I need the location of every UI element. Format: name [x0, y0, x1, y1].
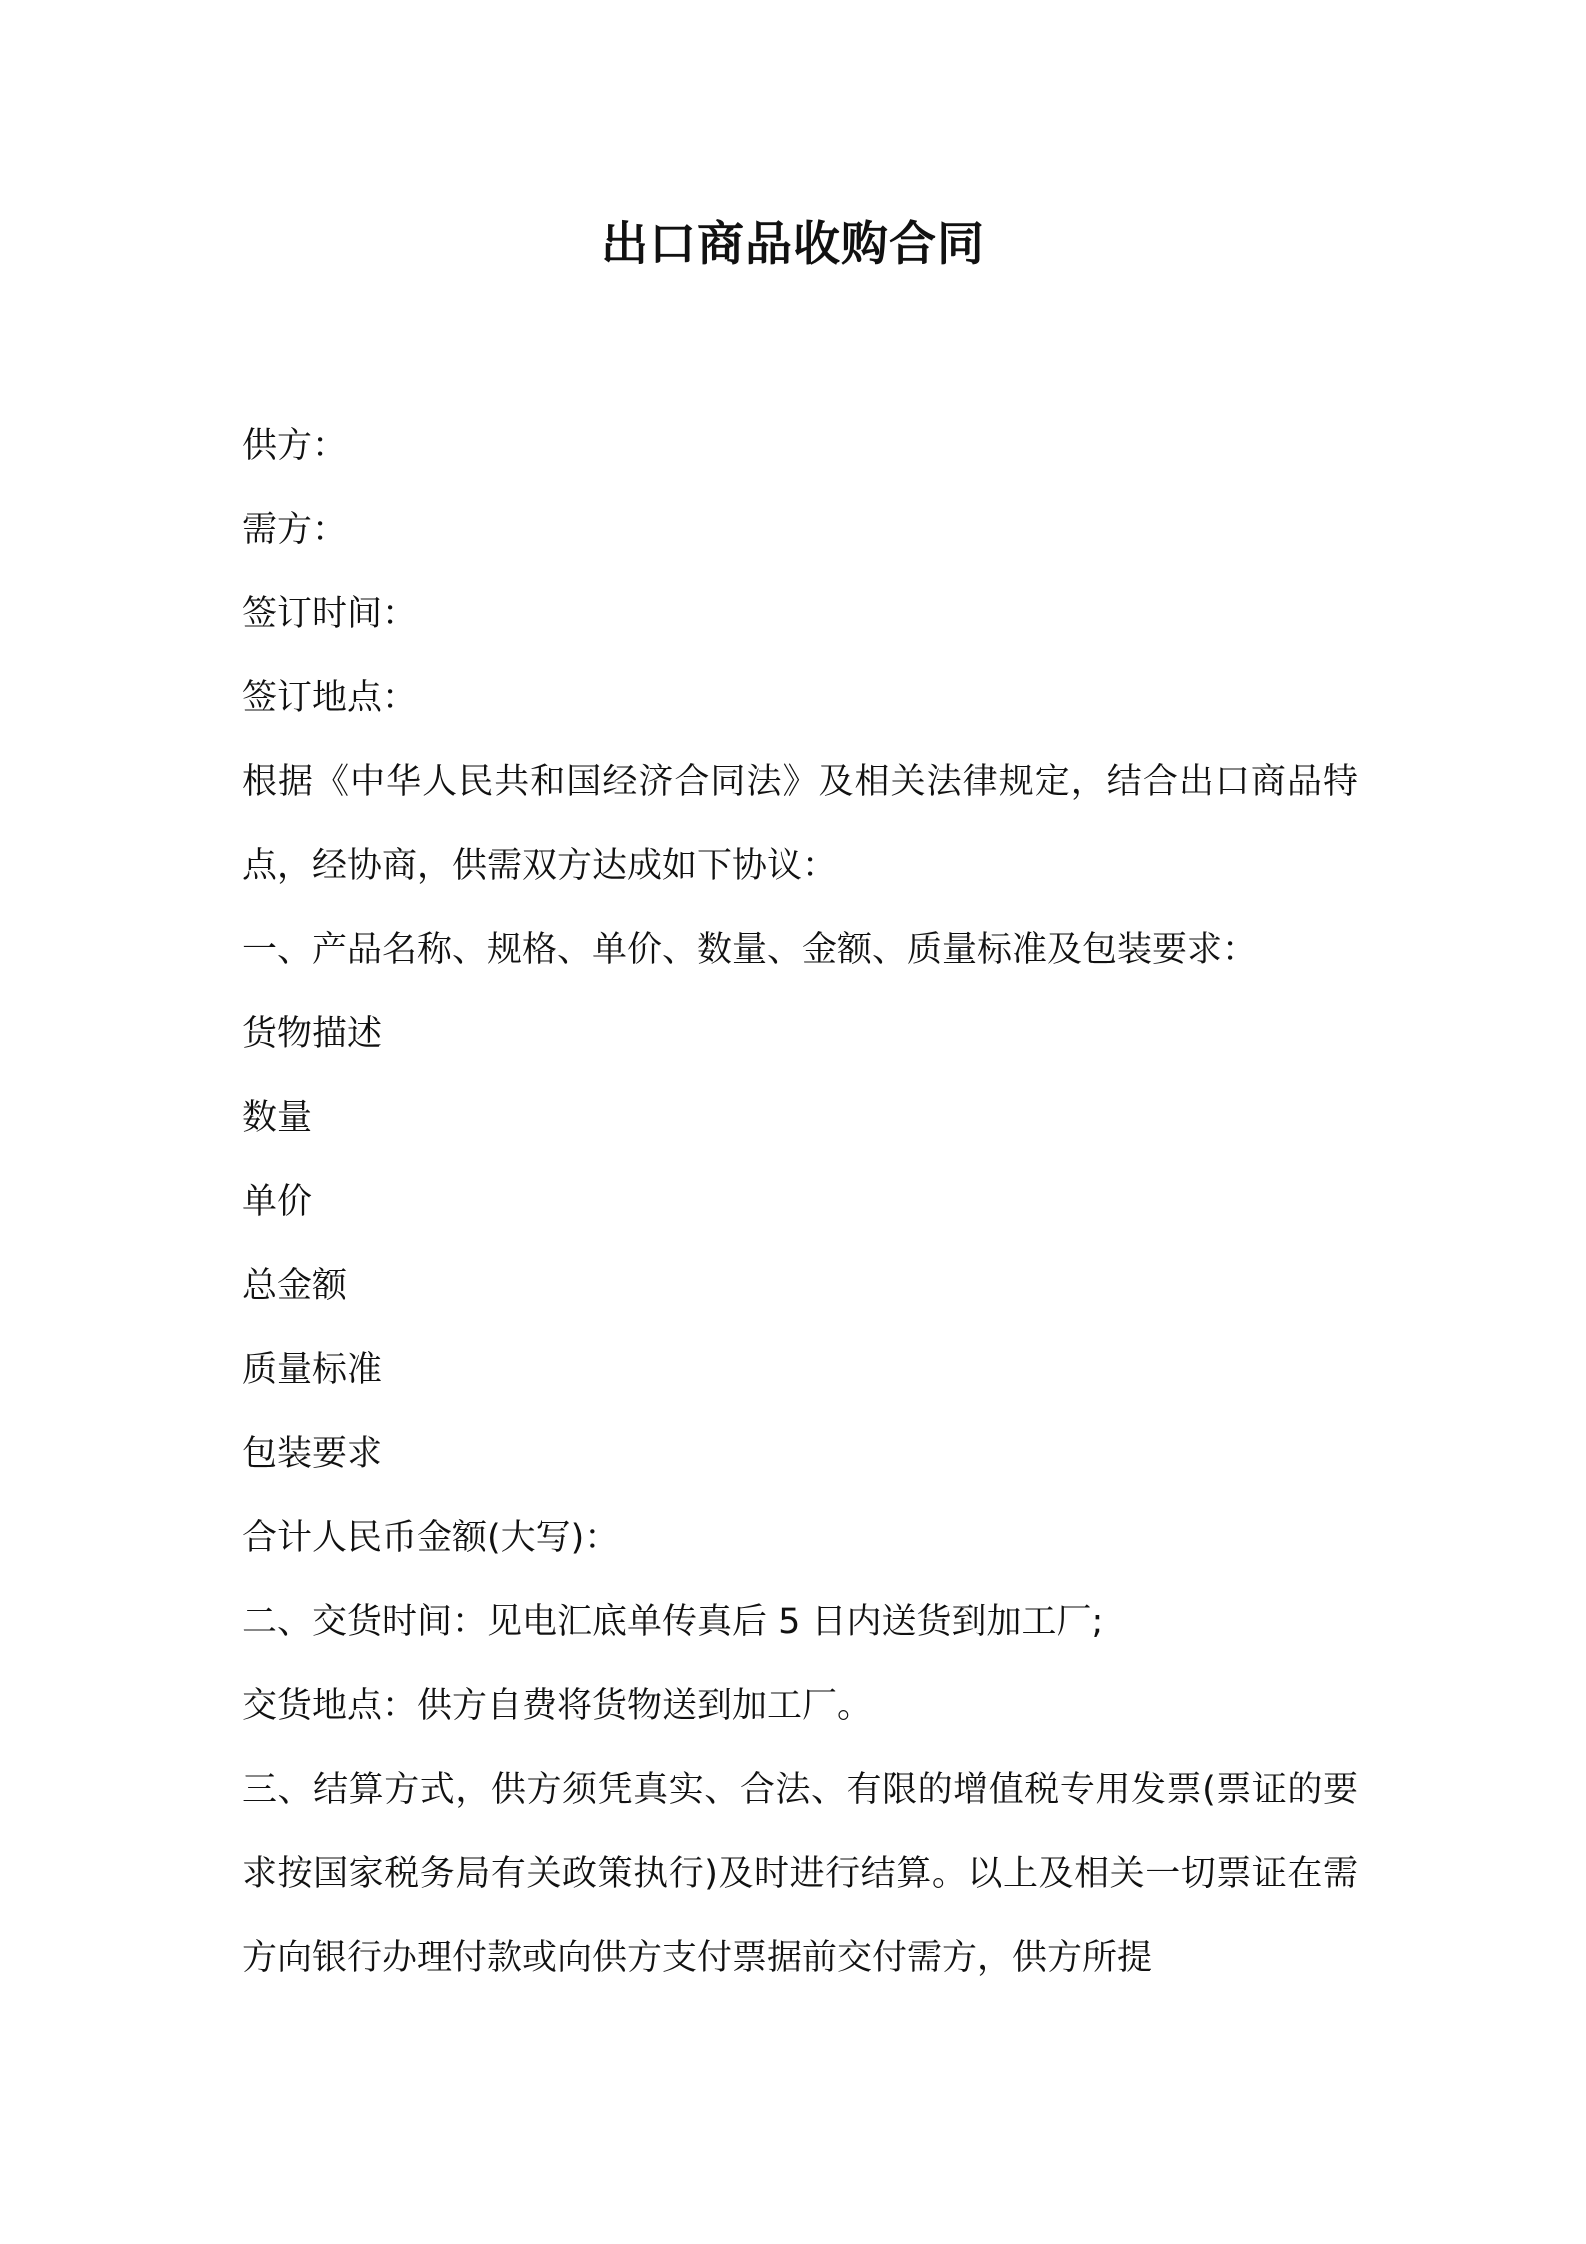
sign-place-field: 签订地点：: [242, 678, 418, 718]
preamble-paragraph: 根据《中华人民共和国经济合同法》及相关法律规定，结合出口商品特点，经协商，供需双方达成如下协议：: [242, 762, 1358, 886]
item-quality-standard: 质量标准: [242, 1350, 383, 1390]
item-total-amount: 总金额: [242, 1266, 348, 1306]
item-goods-description: 货物描述: [242, 1014, 383, 1054]
document-body: [242, 404, 1358, 2000]
document-title: 出口商品收购合同: [601, 217, 985, 272]
item-quantity: 数量: [242, 1098, 313, 1138]
buyer-field: 需方：: [242, 510, 348, 550]
supplier-field: 供方：: [242, 426, 348, 466]
total-rmb-amount: 合计人民币金额(大写)：: [242, 1518, 620, 1558]
section-2-delivery-place: 交货地点：供方自费将货物送到加工厂。: [242, 1686, 873, 1726]
sign-time-field: 签订时间：: [242, 594, 418, 634]
item-unit-price: 单价: [242, 1182, 313, 1222]
section-1-heading: 一、产品名称、规格、单价、数量、金额、质量标准及包装要求：: [242, 930, 1258, 970]
item-packaging-requirements: 包装要求: [242, 1434, 383, 1474]
section-3-paragraph: 三、结算方式，供方须凭真实、合法、有限的增值税专用发票(票证的要求按国家税务局有关政策执行)及时进行结算。以上及相关一切票证在需方向银行办理付款或向供方支付票据前交付需方，供方所提: [242, 1770, 1358, 1978]
section-2-delivery-time: 二、交货时间：见电汇底单传真后 5 日内送货到加工厂;: [242, 1602, 1104, 1642]
